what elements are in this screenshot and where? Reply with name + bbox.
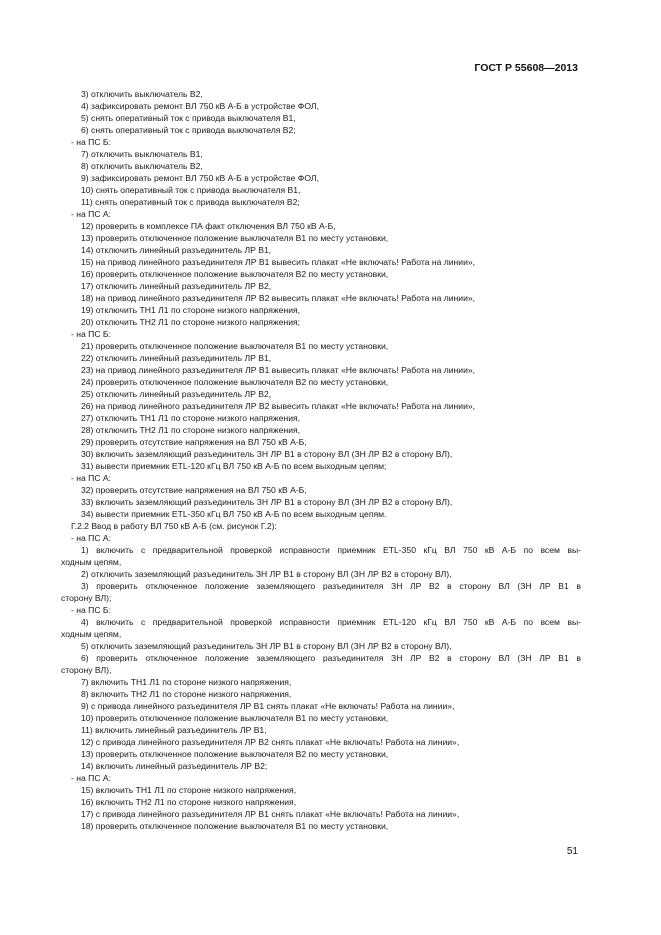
text-line: 7) отключить выключатель В1,: [81, 149, 203, 159]
text-line: 7) включить ТН1 Л1 по стороне низкого напряжения,: [81, 677, 292, 687]
text-line: 34) вывести приемник ETL-350 кГц ВЛ 750 кВ А-Б по всем выходным цепям.: [81, 509, 387, 519]
text-line: 28) отключить ТН2 Л1 по стороне низкого напряжения,: [81, 425, 301, 435]
text-line: - на ПС А:: [71, 473, 112, 483]
text-line: 5) снять оперативный ток с привода выключателя В1,: [81, 113, 296, 123]
text-line: 18) на привод линейного разъединителя ЛР В2 вывесить плакат «Не включать! Работа на линии»,: [81, 293, 476, 303]
text-line: 11) включить линейный разъединитель ЛР В1,: [81, 725, 267, 735]
text-line: - на ПС А:: [71, 533, 112, 543]
text-line: 33) включить заземляющий разъединитель ЗН ЛР В1 в сторону ВЛ (ЗН ЛР В2 в сторону ВЛ),: [81, 497, 453, 507]
text-line: 13) проверить отключенное положение выключателя В2 по месту установки,: [81, 749, 389, 759]
text-line: - на ПС А:: [71, 773, 112, 783]
text-line: 10) проверить отключенное положение выключателя В1 по месту установки,: [81, 713, 389, 723]
text-line: 9) зафиксировать ремонт ВЛ 750 кВ А-Б в устройстве ФОЛ,: [81, 173, 319, 183]
text-line: 20) отключить ТН2 Л1 по стороне низкого напряжения;: [81, 317, 301, 327]
text-line: 9) с привода линейного разъединителя ЛР В1 снять плакат «Не включать! Работа на линии»,: [81, 701, 455, 711]
text-line: 26) на привод линейного разъединителя ЛР В2 вывесить плакат «Не включать! Работа на линии»,: [81, 401, 476, 411]
text-line: 12) с привода линейного разъединителя ЛР В2 снять плакат «Не включать! Работа на линии»,: [81, 737, 460, 747]
text-line: ходным цепям,: [61, 557, 122, 567]
text-line: 30) включить заземляющий разъединитель ЗН ЛР В1 в сторону ВЛ (ЗН ЛР В2 в сторону ВЛ),: [81, 449, 453, 459]
standard-header: ГОСТ Р 55608—2013: [474, 62, 578, 74]
text-line: - на ПС А:: [71, 209, 112, 219]
text-line: 31) вывести приемник ETL-120 кГц ВЛ 750 кВ А-Б по всем выходным цепям;: [81, 461, 387, 471]
text-line: 15) включить ТН1 Л1 по стороне низкого напряжения,: [81, 785, 297, 795]
text-line: 6) проверить отключенное положение заземляющего разъединителя ЗН ЛР В2 в сторону ВЛ (ЗН ЛР В1 в: [81, 653, 581, 663]
text-line: 2) отключить заземляющий разъединитель ЗН ЛР В1 в сторону ВЛ (ЗН ЛР В2 в сторону ВЛ),: [81, 569, 452, 579]
text-line: 1) включить с предварительной проверкой исправности приемник ETL-350 кГц ВЛ 750 кВ А-Б по всем вы-: [81, 545, 581, 555]
text-line: 3) отключить выключатель В2,: [81, 89, 203, 99]
text-line: 16) включить ТН2 Л1 по стороне низкого напряжения,: [81, 797, 297, 807]
text-line: 14) отключить линейный разъединитель ЛР В1,: [81, 245, 272, 255]
text-line: 25) отключить линейный разъединитель ЛР В2,: [81, 389, 272, 399]
text-line: ходным цепям,: [61, 629, 122, 639]
text-line: 13) проверить отключенное положение выключателя В1 по месту установки,: [81, 233, 389, 243]
text-line: 32) проверить отсутствие напряжения на ВЛ 750 кВ А-Б,: [81, 485, 307, 495]
text-line: 8) включить ТН2 Л1 по стороне низкого напряжения,: [81, 689, 292, 699]
text-line: сторону ВЛ),: [61, 665, 112, 675]
text-line: 4) зафиксировать ремонт ВЛ 750 кВ А-Б в устройстве ФОЛ,: [81, 101, 319, 111]
text-line: 17) с привода линейного разъединителя ЛР В1 снять плакат «Не включать! Работа на линии»,: [81, 809, 460, 819]
text-line: 3) проверить отключенное положение заземляющего разъединителя ЗН ЛР В2 в сторону ВЛ (ЗН ЛР В1 в: [81, 581, 581, 591]
text-line: 10) снять оперативный ток с привода выключателя В1,: [81, 185, 301, 195]
text-line: 12) проверить в комплексе ПА факт отключения ВЛ 750 кВ А-Б,: [81, 221, 336, 231]
text-line: 16) проверить отключенное положение выключателя В2 по месту установки,: [81, 269, 389, 279]
text-line: - на ПС Б:: [71, 137, 111, 147]
text-line: Г.2.2 Ввод в работу ВЛ 750 кВ А-Б (см. рисунок Г.2):: [71, 521, 277, 531]
text-line: 17) отключить линейный разъединитель ЛР В2,: [81, 281, 272, 291]
text-line: 14) включить линейный разъединитель ЛР В2;: [81, 761, 268, 771]
text-line: 19) отключить ТН1 Л1 по стороне низкого напряжения,: [81, 305, 301, 315]
text-line: 8) отключить выключатель В2,: [81, 161, 203, 171]
page-number: 51: [566, 846, 578, 857]
text-line: - на ПС Б:: [71, 329, 111, 339]
text-line: 27) отключить ТН1 Л1 по стороне низкого напряжения,: [81, 413, 301, 423]
text-line: - на ПС Б:: [71, 605, 111, 615]
text-line: 15) на привод линейного разъединителя ЛР В1 вывесить плакат «Не включать! Работа на линии»,: [81, 257, 476, 267]
text-line: сторону ВЛ);: [61, 593, 112, 603]
text-line: 29) проверить отсутствие напряжения на ВЛ 750 кВ А-Б,: [81, 437, 307, 447]
text-line: 11) снять оперативный ток с привода выключателя В2;: [81, 197, 300, 207]
text-line: 5) отключить заземляющий разъединитель ЗН ЛР В1 в сторону ВЛ (ЗН ЛР В2 в сторону ВЛ),: [81, 641, 452, 651]
text-line: 22) отключить линейный разъединитель ЛР В1,: [81, 353, 272, 363]
text-line: 21) проверить отключенное положение выключателя В1 по месту установки,: [81, 341, 389, 351]
text-line: 24) проверить отключенное положение выключателя В2 по месту установки,: [81, 377, 389, 387]
document-body: [61, 88, 581, 832]
text-line: 4) включить с предварительной проверкой исправности приемник ETL-120 кГц ВЛ 750 кВ А-Б по всем вы-: [81, 617, 581, 627]
text-line: 6) снять оперативный ток с привода выключателя В2;: [81, 125, 296, 135]
text-line: 23) на привод линейного разъединителя ЛР В1 вывесить плакат «Не включать! Работа на линии»,: [81, 365, 476, 375]
text-line: 18) проверить отключенное положение выключателя В1 по месту установки,: [81, 821, 389, 831]
